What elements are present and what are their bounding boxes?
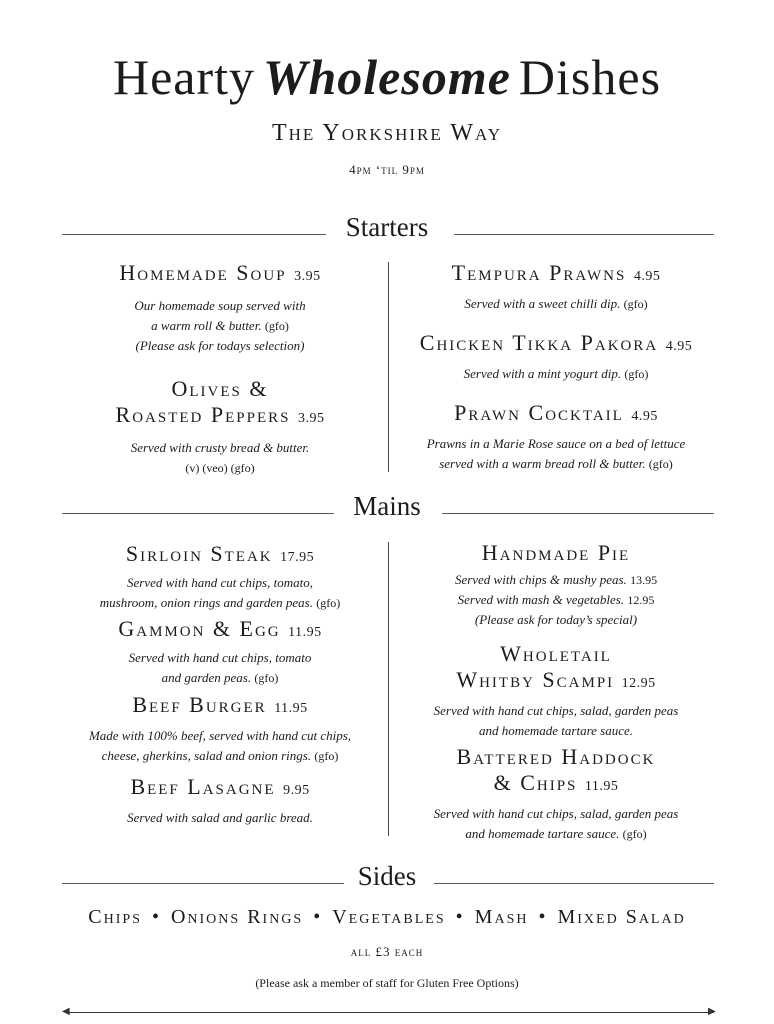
dish-price: 12.95 bbox=[621, 676, 656, 691]
dish-price: 11.95 bbox=[274, 701, 308, 716]
arrow-right-icon: ▶ bbox=[708, 1006, 716, 1017]
dish-description: Prawns in a Marie Rose sauce on a bed of lettuce served with a warm bread roll & butter. (gfo) bbox=[426, 436, 686, 471]
dish-name: Homemade Soup 3.95 bbox=[119, 260, 321, 285]
dish-beef-lasagne bbox=[62, 774, 378, 828]
gluten-free-note: (Please ask a member of staff for Gluten Free Options) bbox=[255, 976, 519, 990]
mains-heading bbox=[0, 491, 774, 521]
dish-description: Served with hand cut chips, salad, garden peas and homemade tartare sauce. bbox=[433, 703, 679, 738]
side-item: Onions Rings bbox=[170, 906, 304, 928]
dish-name: Gammon & Egg 11.95 bbox=[118, 616, 322, 641]
section-title: Mains bbox=[353, 491, 421, 521]
dish-price: 11.95 bbox=[288, 625, 322, 640]
dish-name: Tempura Prawns 4.95 bbox=[451, 260, 661, 285]
dish-battered-haddock bbox=[398, 744, 714, 844]
title-pre: Hearty bbox=[112, 49, 256, 105]
dish-price: 4.95 bbox=[631, 409, 658, 424]
dish-chicken-tikka-pakora bbox=[398, 330, 714, 384]
dish-name: Chicken Tikka Pakora 4.95 bbox=[419, 330, 693, 355]
dish-price: 9.95 bbox=[283, 783, 310, 798]
menu-title bbox=[0, 48, 774, 106]
title-post: Dishes bbox=[518, 49, 662, 105]
section-title: Sides bbox=[357, 861, 417, 891]
sides-list: Chips • Onions Rings • Vegetables • Mash • Mixed Salad bbox=[88, 906, 686, 928]
column-divider bbox=[388, 542, 389, 836]
dish-name: Prawn Cocktail 4.95 bbox=[454, 400, 658, 425]
side-item: Vegetables bbox=[332, 906, 446, 928]
dish-description: Served with hand cut chips, salad, garden peas and homemade tartare sauce. (gfo) bbox=[433, 806, 679, 841]
side-item: Mash bbox=[474, 906, 529, 928]
dish-description: Served with chips & mushy peas. 13.95 Served with mash & vegetables. 12.95 (Please ask for today’s special) bbox=[454, 572, 658, 627]
dish-name: Handmade Pie bbox=[481, 540, 631, 565]
dish-prawn-cocktail bbox=[398, 400, 714, 474]
dish-name: Sirloin Steak 17.95 bbox=[125, 541, 315, 566]
dish-whitby-scampi bbox=[398, 641, 714, 741]
menu-subtitle: The Yorkshire Way bbox=[272, 120, 502, 146]
title-italic: Wholesome bbox=[263, 49, 511, 105]
arrow-left-icon: ◀ bbox=[62, 1006, 70, 1017]
bottom-rule bbox=[66, 1012, 714, 1013]
dish-beef-burger bbox=[62, 692, 378, 766]
dish-price: 4.95 bbox=[665, 339, 693, 354]
dish-name: Beef Lasagne 9.95 bbox=[130, 774, 310, 799]
side-item: Chips bbox=[88, 906, 142, 928]
dish-olives-roasted-peppers bbox=[62, 376, 378, 478]
dish-description: Our homemade soup served with a warm roll & butter. (gfo) (Please ask for todays selection) bbox=[134, 298, 306, 353]
dish-homemade-soup bbox=[62, 260, 378, 356]
dish-description: Served with a mint yogurt dip. (gfo) bbox=[463, 366, 649, 381]
dish-name: Battered Haddock & Chips 11.95 bbox=[456, 744, 656, 795]
section-title: Starters bbox=[345, 212, 429, 242]
sides-heading bbox=[0, 861, 774, 891]
dish-description: Made with 100% beef, served with hand cut chips, cheese, gherkins, salad and onion rings. (gfo) bbox=[88, 728, 352, 763]
sides-price: all £3 each bbox=[350, 944, 424, 959]
dish-description: Served with salad and garlic bread. bbox=[127, 810, 313, 825]
dish-name: Wholetail Whitby Scampi 12.95 bbox=[456, 641, 656, 692]
dish-description: Served with a sweet chilli dip. (gfo) bbox=[464, 296, 648, 311]
dish-description: Served with crusty bread & butter. (v) (veo) (gfo) bbox=[130, 440, 310, 475]
dish-price: 3.95 bbox=[297, 411, 325, 426]
column-divider bbox=[388, 262, 389, 472]
dish-description: Served with hand cut chips, tomato and garden peas. (gfo) bbox=[128, 650, 312, 685]
side-item: Mixed Salad bbox=[557, 906, 686, 928]
dish-name: Beef Burger 11.95 bbox=[132, 692, 308, 717]
dish-handmade-pie bbox=[398, 540, 714, 630]
dish-name: Olives & Roasted Peppers 3.95 bbox=[115, 376, 325, 427]
dish-price: 11.95 bbox=[584, 779, 619, 794]
dish-price: 3.95 bbox=[294, 269, 321, 284]
dish-price: 17.95 bbox=[280, 550, 315, 565]
serving-hours: 4pm ‘til 9pm bbox=[349, 162, 425, 177]
starters-heading bbox=[0, 212, 774, 242]
dish-price: 4.95 bbox=[633, 269, 661, 284]
dish-gammon-egg bbox=[62, 616, 378, 688]
dish-tempura-prawns bbox=[398, 260, 714, 314]
dish-description: Served with hand cut chips, tomato, mushroom, onion rings and garden peas. (gfo) bbox=[99, 575, 341, 610]
dish-sirloin-steak bbox=[62, 541, 378, 613]
